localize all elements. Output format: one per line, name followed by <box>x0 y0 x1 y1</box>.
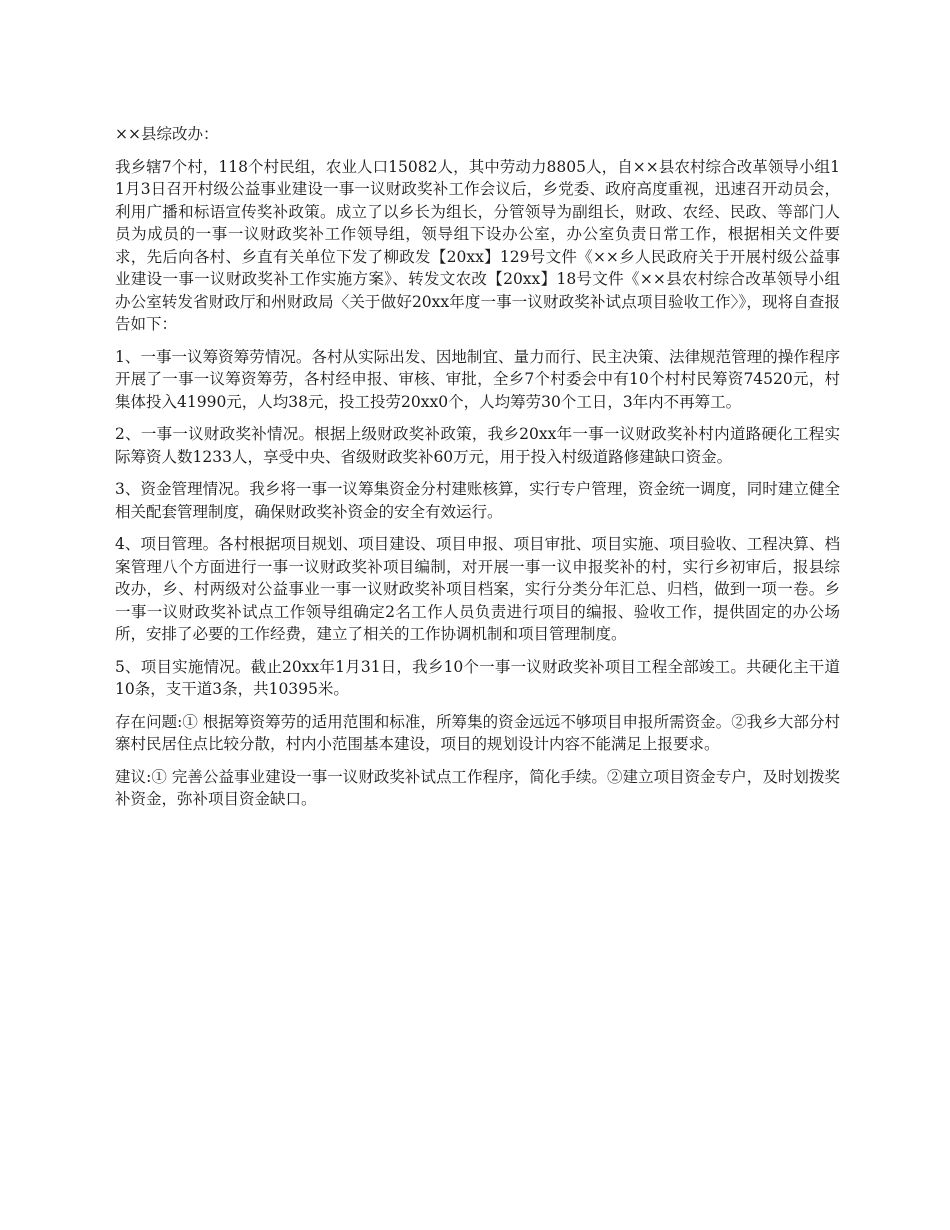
paragraph-fund-management: 3、资金管理情况。我乡将一事一议筹集资金分村建账核算，实行专户管理，资金统一调度，同时建立健全相关配套管理制度，确保财政奖补资金的安全有效运行。 <box>115 480 840 521</box>
paragraph-implementation: 5、项目实施情况。截止20xx年1月31日，我乡10个一事一议财政奖补项目工程全部竣工。共硬化主干道10条，支干道3条，共10395米。 <box>115 657 840 698</box>
paragraph-project-management: 4、项目管理。各村根据项目规划、项目建设、项目申报、项目审批、项目实施、项目验收、工程决算、档案管理八个方面进行一事一议财政奖补项目编制，对开展一事一议申报奖补的村，实行乡初审后，报县综改办，乡、村两级对公益事业一事一议财政奖补项目档案，实行分类分年汇总、归档，做到一项一卷。乡一事一议财政奖补试点工作领导组确定2名工作人员负责进行项目的编报、验收工作，提供固定的办公场所，安排了必要的工作经费，建立了相关的工作协调机制和项目管理制度。 <box>115 535 840 643</box>
paragraph-intro: 我乡辖7个村，118个村民组，农业人口15082人，其中劳动力8805人，自××县农村综合改革领导小组11月3日召开村级公益事业建设一事一议财政奖补工作会议后，乡党委、政府高度重视，迅速召开动员会，利用广播和标语宣传奖补政策。成立了以乡长为组长，分管领导为副组长，财政、农经、民政、等部门人员为成员的一事一议财政奖补工作领导组，领导组下设办公室，办公室负责日常工作，根据相关文件要求，先后向各村、乡直有关单位下发了柳政发【20xx】129号文件《××乡人民政府关于开展村级公益事业建设一事一议财政奖补工作实施方案》、转发文农改【20xx】18号文件《××县农村综合改革领导小组办公室转发省财政厅和州财政局〈关于做好20xx年度一事一议财政奖补试点项目验收工作〉》，现将自查报告如下： <box>115 157 840 333</box>
paragraph-subsidy: 2、一事一议财政奖补情况。根据上级财政奖补政策，我乡20xx年一事一议财政奖补村内道路硬化工程实际筹资人数1233人，享受中央、省级财政奖补60万元，用于投入村级道路修建缺口资金。 <box>115 425 840 466</box>
document-page <box>115 123 840 821</box>
paragraph-problems: 存在问题:① 根据筹资筹劳的适用范围和标准，所筹集的资金远远不够项目申报所需资金。②我乡大部分村寨村民居住点比较分散，村内小范围基本建设，项目的规划设计内容不能满足上报要求。 <box>115 712 840 753</box>
salutation: ××县综改办： <box>115 125 219 143</box>
paragraph-suggestions: 建议:① 完善公益事业建设一事一议财政奖补试点工作程序，简化手续。②建立项目资金专户，及时划拨奖补资金，弥补项目资金缺口。 <box>115 767 840 808</box>
paragraph-fundraising: 1、一事一议筹资筹劳情况。各村从实际出发、因地制宜、量力而行、民主决策、法律规范管理的操作程序开展了一事一议筹资筹劳，各村经申报、审核、审批，全乡7个村委会中有10个村村民筹资74520元，村集体投入41990元，人均38元，投工投劳20xx0个，人均筹劳30个工日，3年内不再筹工。 <box>115 347 840 411</box>
